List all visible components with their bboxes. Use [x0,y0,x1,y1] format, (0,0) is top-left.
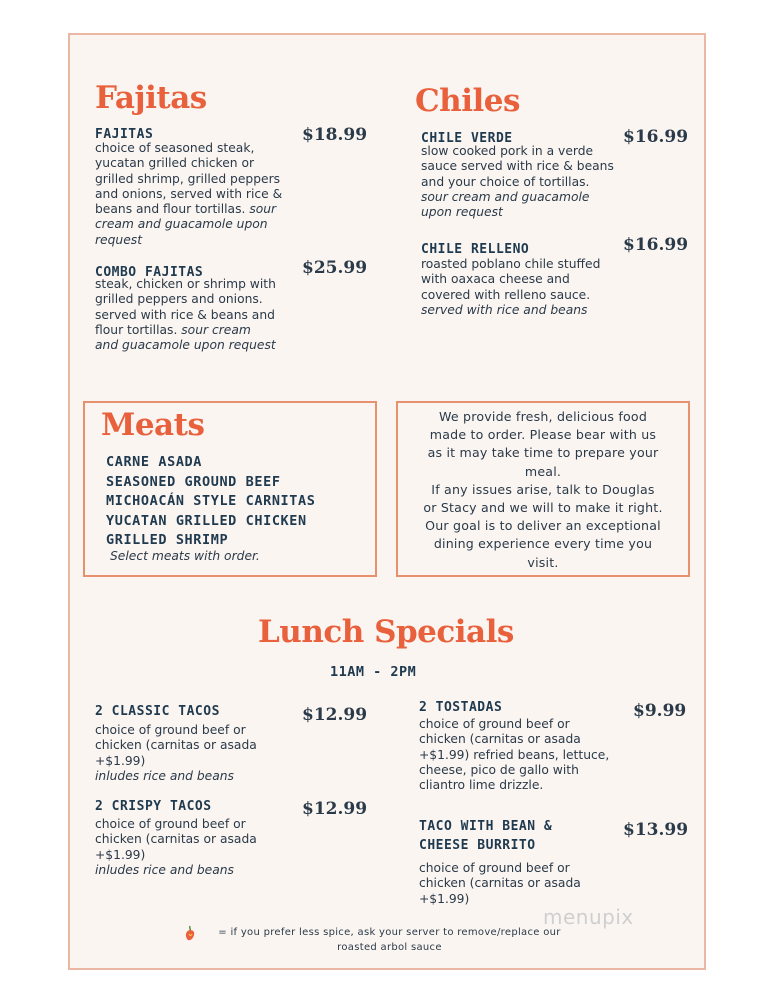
chili-pepper-icon [183,925,197,941]
item-combo-fajitas-description: steak, chicken or shrimp with grilled peppers and onions. served with rice & beans and flour tortillas. sour cream and guacamole upon request [95,277,276,353]
item-chile-relleno-name: CHILE RELLENO [421,242,530,257]
item-taco-bean-burrito-price: $13.99 [623,820,689,840]
item-tostadas-description: choice of ground beef or chicken (carnitas or asada +$1.99) refried beans, lettuce, cheese, pico de gallo with cliantro lime drizzle. [419,717,610,793]
lunch-hours: 11AM - 2PM [330,664,417,680]
item-crispy-tacos-price: $12.99 [302,799,368,819]
watermark: menupix [543,905,634,929]
item-classic-tacos-name: 2 CLASSIC TACOS [95,704,220,719]
notice-text: We provide fresh, delicious food made to order. Please bear with us as it may take time to prepare your meal. If any issues arise, talk to Douglas or Stacy and we will to make it right. Our goal is to deliver an exceptional dining experience every time you visit. [423,409,663,570]
item-taco-bean-burrito-name: TACO WITH BEAN & CHEESE BURRITO [419,819,553,853]
item-tostadas-name: 2 TOSTADAS [419,700,503,715]
chiles-title: Chiles [415,83,520,119]
meats-note: Select meats with order. [110,549,260,563]
item-chile-relleno-description: roasted poblano chile stuffed with oaxaca cheese and covered with relleno sauce. served with rice and beans [421,257,601,317]
meats-list [106,453,315,551]
item-chile-verde-description: slow cooked pork in a verde sauce served with rice & beans and your choice of tortillas. sour cream and guacamole upon request [421,144,614,220]
meat-item: GRILLED SHRIMP [106,532,229,548]
item-classic-tacos-description: choice of ground beef or chicken (carnitas or asada +$1.99) inludes rice and beans [95,723,257,783]
meat-item: SEASONED GROUND BEEF [106,473,281,490]
item-fajitas-name: FAJITAS [95,127,154,142]
item-classic-tacos-price: $12.99 [302,705,368,725]
meat-item: YUCATAN GRILLED CHICKEN [106,512,307,529]
item-fajitas-description: choice of seasoned steak, yucatan grilled chicken or grilled shrimp, grilled peppers and onions, served with rice & beans and flour tortillas. sour cream and guacamole upon request [95,141,283,247]
item-crispy-tacos-name: 2 CRISPY TACOS [95,799,212,814]
item-chile-relleno-price: $16.99 [623,235,689,255]
item-tostadas-price: $9.99 [633,701,687,721]
fajitas-title: Fajitas [95,80,207,116]
item-fajitas-price: $18.99 [302,125,368,145]
item-taco-bean-burrito-description: choice of ground beef or chicken (carnitas or asada +$1.99) [419,861,581,906]
meats-title: Meats [101,407,205,443]
lunch-specials-title: Lunch Specials [258,614,514,650]
item-chile-verde-price: $16.99 [623,127,689,147]
item-crispy-tacos-description: choice of ground beef or chicken (carnitas or asada +$1.99) inludes rice and beans [95,817,257,877]
spice-footnote: = if you prefer less spice, ask your server to remove/replace our roasted arbol sauce [218,927,561,953]
meat-item: CARNE ASADA [106,454,203,470]
meat-item: MICHOACÁN STYLE CARNITAS [106,493,316,509]
item-combo-fajitas-price: $25.99 [302,258,368,278]
item-chile-verde-name: CHILE VERDE [421,131,513,146]
item-combo-fajitas-name: COMBO FAJITAS [95,265,204,280]
